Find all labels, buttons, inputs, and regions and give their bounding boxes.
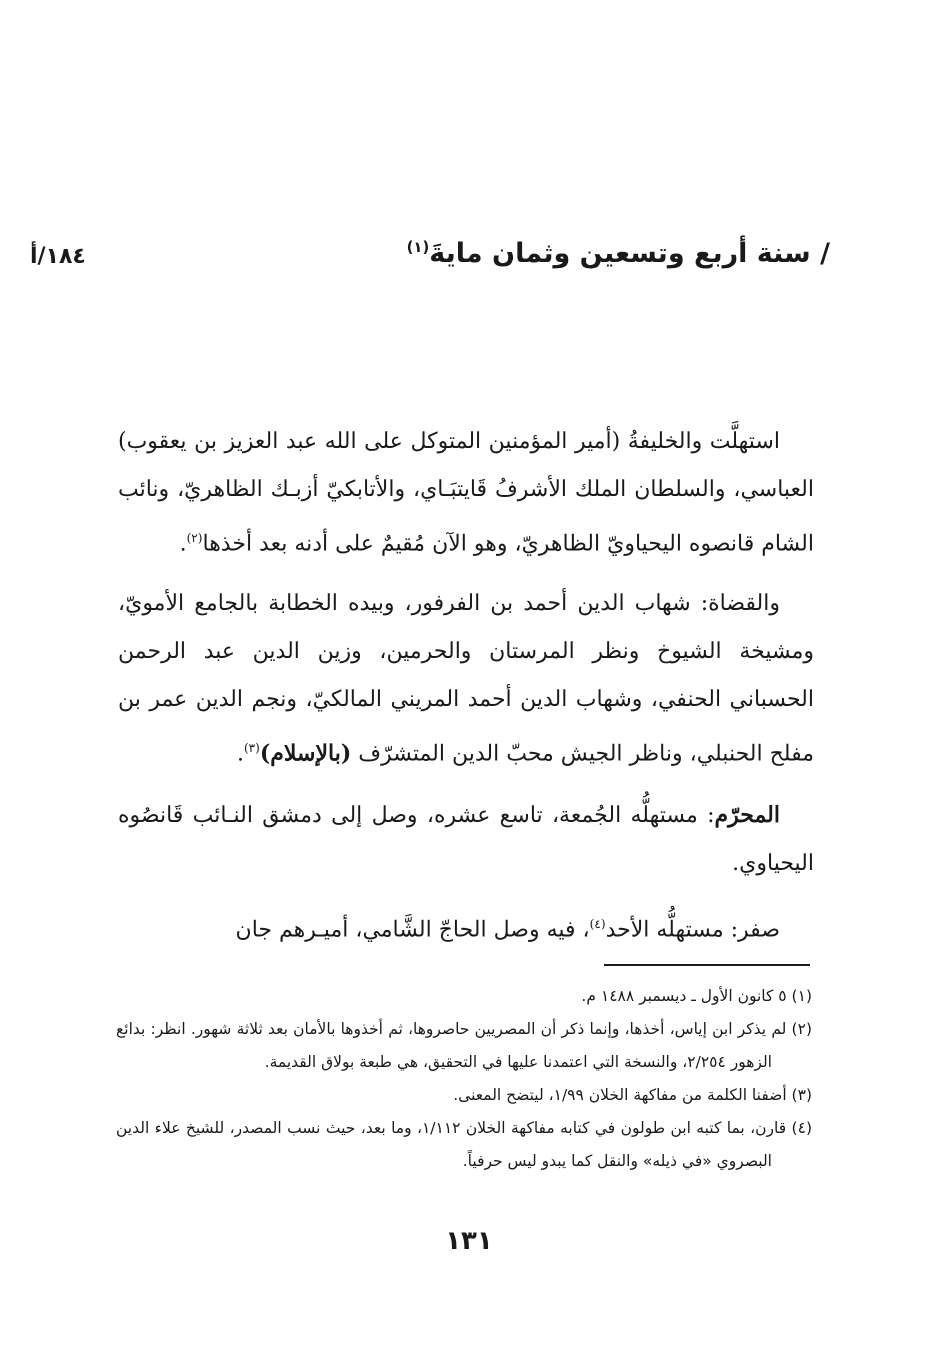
footnote-ref-2: (٢) bbox=[186, 531, 203, 545]
paragraph-3 bbox=[118, 791, 814, 888]
paragraph-2-text: والقضاة: شهاب الدين أحمد بن الفرفور، وبيده الخطابة بالجامع الأمويّ، ومشيخة الشيوخ ونظر المرستان والحرمين، وزين الدين عبد الرحمن الحسباني الحنفي، وشهاب الدين أحمد المريني المالكيّ، ونجم الدين عمر بن مفلح الحنبلي، وناظر الجيش محبّ الدين المتشرّف bbox=[118, 591, 814, 767]
footnote-ref-4: (٤) bbox=[589, 916, 606, 931]
month-label-muharram: المحرّم bbox=[714, 801, 780, 828]
paragraph-1-text: استهلَّت والخليفةُ (أمير المؤمنين المتوكل على الله عبد العزيز بن يعقوب) العباسي، والسلطان الملك الأشرفُ قَايتبَـاي، والأتابكيّ أزبـك الظاهريّ، ونائب الشام قانصوه اليحياويّ الظاهريّ، وهو الآن مُقيمٌ على أدنه بعد أخذها bbox=[118, 429, 814, 557]
footnotes bbox=[116, 980, 812, 1178]
page-number: ١٣١ bbox=[445, 1226, 493, 1256]
paragraph-4-text: : مستهلُّه الأحد bbox=[605, 916, 739, 942]
paragraph-2 bbox=[118, 580, 814, 778]
month-label-safar: صفر bbox=[738, 916, 780, 942]
paragraph-4 bbox=[118, 900, 814, 954]
title-footnote-ref: (١) bbox=[406, 238, 430, 256]
page-title bbox=[407, 238, 830, 269]
page-title-text: / سنة أربع وتسعين وثمان مايةَ bbox=[429, 238, 830, 269]
paragraph-1-end: . bbox=[179, 531, 187, 557]
footnote-1: (١) ٥ كانون الأول ـ ديسمبر ١٤٨٨ م. bbox=[581, 987, 812, 1005]
paragraph-3-text: : مستهلُّه الجُمعة، تاسع عشره، وصل إلى دمشق النـائب قَانصُوه اليحياوي. bbox=[118, 802, 814, 876]
footnote-4: (٤) قارن، بما كتبه ابن طولون في كتابه مفاكهة الخلان ١/١١٢، وما بعد، حيث نسب المصدر، للشيخ علاء الدين البصروي «في ذيله» والنقل كما يبدو ليس حرفياً. bbox=[116, 1119, 812, 1170]
paragraph-1 bbox=[118, 418, 814, 568]
paragraph-2-end: . bbox=[236, 741, 244, 767]
footnote-divider bbox=[604, 964, 810, 966]
footnote-3: (٣) أضفنا الكلمة من مفاكهة الخلان ١/٩٩، ليتضح المعنى. bbox=[453, 1086, 812, 1104]
paragraph-4-rest: ، فيه وصل الحاجّ الشَّامي، أميـرهم جان bbox=[235, 916, 590, 942]
footnote-2: (٢) لم يذكر ابن إياس، أخذها، وإنما ذكر أن المصريين حاصروها، ثم أخذوها بالأمان بعد ثلاثة شهور. انظر: بدائع الزهور ٢/٢٥٤، والنسخة التي اعتمدنا عليها في التحقيق، هي طبعة بولاق القديمة. bbox=[116, 1020, 812, 1071]
main-text bbox=[118, 418, 814, 966]
folio-marker: ١٨٤/أ bbox=[30, 244, 86, 269]
paragraph-2-bold: (بالإسلام) bbox=[259, 740, 352, 767]
footnote-ref-3: (٣) bbox=[243, 741, 260, 756]
page-header bbox=[30, 238, 830, 288]
